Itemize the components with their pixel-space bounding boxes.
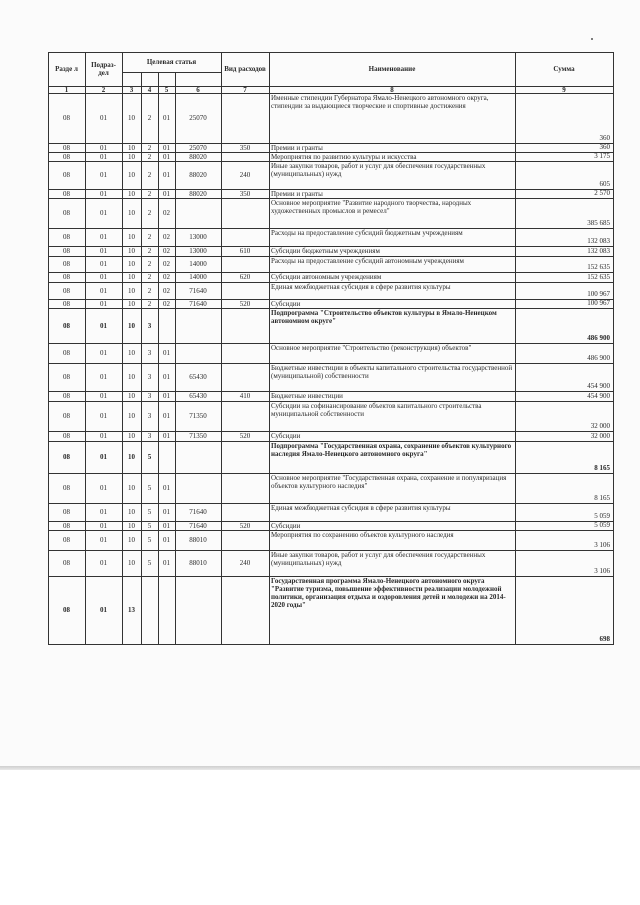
- cell-c2: 01: [100, 321, 107, 330]
- cell-c3: 10: [128, 373, 135, 381]
- cell-c3: 10: [128, 484, 135, 492]
- row-sum: 3 106: [594, 567, 610, 575]
- cell-c1: 08: [63, 143, 70, 152]
- cell-c2: 01: [100, 152, 107, 161]
- cell-c4: 5: [147, 559, 152, 567]
- cell-c7: 520: [239, 432, 251, 440]
- cell-c7: [221, 308, 269, 343]
- cell-c1: 08: [63, 606, 70, 614]
- cell-c3: 10: [128, 321, 135, 330]
- row-sum: 8 165: [594, 494, 610, 502]
- cell-c7: [221, 282, 269, 299]
- cell-c2: 01: [100, 114, 107, 122]
- cell-c5: 01: [163, 484, 170, 492]
- cell-c7: [221, 363, 269, 391]
- cell-c1: 08: [63, 233, 70, 241]
- cell-c1: 08: [63, 114, 70, 122]
- cell-c5: 01: [163, 143, 170, 152]
- cell-c6: [175, 343, 221, 363]
- cell-c4: 2: [147, 171, 152, 179]
- cell-c7: [221, 473, 269, 503]
- cell-c4: 5: [147, 521, 152, 530]
- row-sum: 605: [599, 180, 610, 188]
- row-name: Субсидии: [271, 300, 301, 308]
- column-number: 8: [390, 86, 394, 93]
- cell-c4: 2: [147, 152, 152, 161]
- cell-c6: 65430: [189, 373, 207, 381]
- column-number: 7: [243, 86, 247, 93]
- cell-c3: 10: [128, 143, 135, 152]
- cell-c6: 65430: [189, 392, 207, 400]
- cell-c5: 01: [163, 508, 170, 516]
- cell-c2: 01: [100, 559, 107, 567]
- cell-c1: 08: [63, 453, 70, 461]
- cell-c4: 3: [147, 373, 152, 381]
- column-number: 1: [64, 86, 69, 93]
- cell-c6: 71350: [189, 412, 207, 420]
- column-number: 2: [101, 86, 106, 93]
- cell-c1: 08: [63, 392, 70, 400]
- cell-c5: 01: [163, 171, 170, 179]
- row-sum: 360: [599, 143, 610, 151]
- cell-c5: 02: [163, 273, 170, 281]
- cell-c7: [221, 228, 269, 246]
- row-sum: 8 165: [594, 464, 610, 472]
- cell-c2: 01: [100, 606, 107, 614]
- row-sum: 132 083: [587, 237, 610, 245]
- cell-c3: 10: [128, 559, 135, 567]
- cell-c3: 13: [128, 606, 135, 614]
- row-name: Мероприятия по развитию культуры и искусства: [271, 153, 417, 161]
- row-sum: 698: [599, 635, 610, 643]
- cell-c4: 3: [147, 412, 152, 420]
- row-divider: [48, 644, 613, 645]
- header-expense-type: Вид расходов: [224, 65, 266, 73]
- cell-c5: [158, 308, 175, 343]
- cell-c5: 02: [163, 209, 170, 217]
- cell-c3: 10: [128, 286, 135, 295]
- cell-c5: 01: [163, 432, 170, 440]
- cell-c6: [175, 198, 221, 228]
- row-name: Премии и гранты: [271, 144, 323, 152]
- cell-c7: [221, 401, 269, 431]
- row-sum: 454 900: [587, 382, 610, 390]
- cell-c1: 08: [63, 412, 70, 420]
- cell-c7: 350: [239, 143, 251, 152]
- row-name: Субсидии: [271, 432, 301, 440]
- cell-c5: 02: [163, 233, 170, 241]
- row-name: Субсидии бюджетным учреждениям: [271, 247, 380, 255]
- cell-c4: [141, 576, 158, 644]
- cell-c6: 88010: [189, 536, 207, 544]
- cell-c1: 08: [63, 536, 70, 544]
- scan-speck: [591, 38, 593, 40]
- cell-c6: 13000: [189, 233, 207, 241]
- cell-c1: 08: [63, 349, 70, 357]
- cell-c2: 01: [100, 273, 107, 281]
- cell-c7: [221, 152, 269, 161]
- cell-c7: [221, 441, 269, 473]
- cell-c2: 01: [100, 189, 107, 198]
- cell-c5: 02: [163, 299, 170, 308]
- cell-c4: 2: [147, 114, 152, 122]
- cell-c4: 5: [147, 536, 152, 544]
- cell-c2: 01: [100, 143, 107, 152]
- row-name: Подпрограмма "Государственная охрана, сохранение объектов культурного наследия Ямало-Ненецкого автономного округа": [271, 442, 512, 458]
- cell-c5: 01: [163, 152, 170, 161]
- cell-c7: 410: [239, 392, 251, 400]
- cell-c6: 88020: [189, 189, 207, 198]
- cell-c2: 01: [100, 521, 107, 530]
- row-sum: 454 900: [587, 392, 610, 400]
- column-number: 6: [196, 86, 200, 93]
- cell-c7: 350: [239, 189, 251, 198]
- cell-c4: 3: [147, 432, 152, 440]
- cell-c3: 10: [128, 152, 135, 161]
- cell-c2: 01: [100, 209, 107, 217]
- row-sum: 132 083: [587, 247, 610, 255]
- cell-c4: 3: [147, 349, 152, 357]
- cell-c1: 08: [63, 286, 70, 295]
- row-sum: 152 635: [587, 263, 610, 271]
- cell-c6: 14000: [189, 273, 207, 281]
- row-sum: 32 000: [590, 422, 610, 430]
- column-number: 3: [129, 86, 134, 93]
- cell-c5: 01: [163, 392, 170, 400]
- header-sum: Сумма: [553, 65, 575, 73]
- cell-c2: 01: [100, 286, 107, 295]
- row-name: Расходы на предоставление субсидий бюджетным учреждениям: [271, 229, 463, 237]
- row-sum: 5 059: [594, 512, 610, 520]
- cell-c6: 71640: [189, 521, 207, 530]
- row-name: Государственная программа Ямало-Ненецкого автономного округа "Развитие туризма, повышение эффективности реализации молодежной политики, организация отдыха и оздоровления детей и молодежи на 2014-2020 годы": [271, 577, 506, 609]
- row-name: Основное мероприятие "Развитие народного творчества, народных художественных промыслов и ремесел": [271, 199, 472, 215]
- cell-c2: 01: [100, 484, 107, 492]
- row-sum: 5 059: [594, 521, 610, 529]
- cell-c1: 08: [63, 321, 70, 330]
- cell-c4: 5: [147, 453, 152, 461]
- cell-c7: 240: [239, 171, 251, 179]
- cell-c6: 13000: [189, 247, 207, 255]
- cell-c4: 2: [147, 260, 152, 268]
- row-name: Премии и гранты: [271, 190, 323, 198]
- column-line: [613, 52, 614, 645]
- header-name: Наименование: [368, 65, 416, 73]
- cell-c4: 3: [147, 321, 152, 330]
- row-name: Субсидии автономным учреждениям: [271, 273, 382, 281]
- cell-c6: 71350: [189, 432, 207, 440]
- cell-c5: 02: [163, 247, 170, 255]
- cell-c4: 2: [147, 286, 152, 295]
- row-name: Мероприятия по сохранению объектов культурного наследия: [271, 531, 454, 539]
- cell-c6: 14000: [189, 260, 207, 268]
- cell-c5: 01: [163, 521, 170, 530]
- cell-c3: 10: [128, 521, 135, 530]
- row-name: Основное мероприятие "Государственная охрана, сохранение и популяризация объектов культурного наследия": [271, 474, 507, 490]
- cell-c1: 08: [63, 247, 70, 255]
- cell-c4: 2: [147, 273, 152, 281]
- cell-c3: 10: [128, 247, 135, 255]
- cell-c5: 02: [163, 286, 170, 295]
- cell-c4: 2: [147, 189, 152, 198]
- cell-c3: 10: [128, 536, 135, 544]
- row-name: Основное мероприятие "Строительство (реконструкция) объектов": [271, 344, 472, 352]
- cell-c2: 01: [100, 412, 107, 420]
- cell-c1: 08: [63, 521, 70, 530]
- header-razdel: Разде л: [55, 65, 78, 73]
- cell-c1: 08: [63, 273, 70, 281]
- cell-c2: 01: [100, 233, 107, 241]
- cell-c6: [175, 308, 221, 343]
- cell-c5: 02: [163, 260, 170, 268]
- cell-c5: 01: [163, 559, 170, 567]
- cell-c6: [175, 441, 221, 473]
- cell-c5: 01: [163, 349, 170, 357]
- cell-c7: 520: [239, 299, 251, 308]
- cell-c2: 01: [100, 453, 107, 461]
- row-sum: 100 967: [587, 290, 610, 298]
- cell-c2: 01: [100, 508, 107, 516]
- row-name: Бюджетные инвестиции: [271, 392, 343, 400]
- cell-c6: 88010: [189, 559, 207, 567]
- cell-c3: 10: [128, 233, 135, 241]
- row-sum: 2 570: [594, 189, 610, 197]
- scan-edge: [0, 766, 640, 770]
- cell-c1: 08: [63, 171, 70, 179]
- row-sum: 32 000: [590, 432, 610, 440]
- cell-c7: [221, 576, 269, 644]
- cell-c2: 01: [100, 536, 107, 544]
- cell-c6: 88020: [189, 152, 207, 161]
- cell-c6: [175, 473, 221, 503]
- cell-c5: 01: [163, 536, 170, 544]
- cell-c1: 08: [63, 508, 70, 516]
- cell-c7: [221, 343, 269, 363]
- header-podrazdel: Подраз- дел: [91, 61, 116, 77]
- cell-c5: 01: [163, 114, 170, 122]
- row-name: Единая межбюджетная субсидия в сфере развития культуры: [271, 504, 451, 512]
- cell-c3: 10: [128, 392, 135, 400]
- cell-c3: 10: [128, 114, 135, 122]
- cell-c3: 10: [128, 412, 135, 420]
- target-article-divider: [122, 72, 221, 73]
- row-name: Иные закупки товаров, работ и услуг для обеспечения государственных (муниципальных) нужд: [271, 162, 486, 178]
- row-sum: 360: [599, 134, 610, 142]
- cell-c1: 08: [63, 559, 70, 567]
- cell-c2: 01: [100, 392, 107, 400]
- cell-c5: [158, 576, 175, 644]
- cell-c7: [221, 198, 269, 228]
- row-sum: 3 106: [594, 541, 610, 549]
- cell-c3: 10: [128, 508, 135, 516]
- cell-c3: 10: [128, 209, 135, 217]
- cell-c3: 10: [128, 171, 135, 179]
- cell-c3: 10: [128, 189, 135, 198]
- cell-c7: 520: [239, 521, 251, 530]
- header-target-article: Целевая статья: [146, 58, 197, 66]
- cell-c7: [221, 503, 269, 521]
- cell-c3: 10: [128, 349, 135, 357]
- column-number: 4: [147, 86, 152, 93]
- row-name: Субсидии: [271, 522, 301, 530]
- cell-c1: 08: [63, 152, 70, 161]
- cell-c4: 2: [147, 299, 152, 308]
- cell-c2: 01: [100, 432, 107, 440]
- cell-c6: 25070: [189, 143, 207, 152]
- row-name: Расходы на предоставление субсидий автономным учреждениям: [271, 257, 464, 265]
- cell-c4: 2: [147, 247, 152, 255]
- row-name: Подпрограмма "Строительство объектов культуры в Ямало-Ненецком автономном округе": [271, 309, 497, 325]
- cell-c4: 5: [147, 508, 152, 516]
- cell-c1: 08: [63, 373, 70, 381]
- cell-c7: 620: [239, 273, 251, 281]
- cell-c4: 2: [147, 233, 152, 241]
- row-sum: 486 900: [587, 354, 610, 362]
- cell-c4: 3: [147, 392, 152, 400]
- cell-c3: 10: [128, 260, 135, 268]
- cell-c7: 240: [239, 559, 251, 567]
- row-sum: 486 900: [587, 334, 610, 342]
- cell-c6: 25070: [189, 114, 207, 122]
- row-name: Субсидии на софинансирование объектов капитального строительства муниципальной собственности: [271, 402, 482, 418]
- row-name: Именные стипендии Губернатора Ямало-Ненецкого автономного округа, стипендии за выдающиеся творческие и спортивные достижения: [271, 94, 489, 110]
- cell-c6: 71640: [189, 508, 207, 516]
- row-sum: 3 175: [594, 152, 610, 160]
- cell-c5: 01: [163, 189, 170, 198]
- cell-c3: 10: [128, 273, 135, 281]
- cell-c3: 10: [128, 299, 135, 308]
- cell-c2: 01: [100, 373, 107, 381]
- row-sum: 152 635: [587, 273, 610, 281]
- column-number: 9: [562, 86, 566, 93]
- cell-c2: 01: [100, 349, 107, 357]
- cell-c7: [221, 256, 269, 272]
- cell-c6: 71640: [189, 299, 207, 308]
- cell-c2: 01: [100, 247, 107, 255]
- row-name: Бюджетные инвестиции в объекты капитального строительства государственной (муниципальной) собственности: [271, 364, 513, 380]
- cell-c3: 10: [128, 453, 135, 461]
- cell-c1: 08: [63, 189, 70, 198]
- cell-c4: 2: [147, 143, 152, 152]
- cell-c7: 610: [239, 247, 251, 255]
- cell-c2: 01: [100, 299, 107, 308]
- cell-c2: 01: [100, 171, 107, 179]
- cell-c6: 88020: [189, 171, 207, 179]
- cell-c5: 01: [163, 373, 170, 381]
- cell-c2: 01: [100, 260, 107, 268]
- row-name: Иные закупки товаров, работ и услуг для обеспечения государственных (муниципальных) нужд: [271, 551, 486, 567]
- cell-c1: 08: [63, 432, 70, 440]
- cell-c1: 08: [63, 484, 70, 492]
- cell-c1: 08: [63, 299, 70, 308]
- cell-c7: [221, 530, 269, 550]
- cell-c7: [221, 93, 269, 143]
- row-sum: 100 967: [587, 299, 610, 307]
- cell-c3: 10: [128, 432, 135, 440]
- cell-c6: [175, 576, 221, 644]
- cell-c5: 01: [163, 412, 170, 420]
- cell-c4: 5: [147, 484, 152, 492]
- cell-c1: 08: [63, 209, 70, 217]
- cell-c1: 08: [63, 260, 70, 268]
- cell-c5: [158, 441, 175, 473]
- row-sum: 385 685: [587, 219, 610, 227]
- column-number: 5: [164, 86, 169, 93]
- cell-c4: 2: [147, 209, 152, 217]
- row-name: Единая межбюджетная субсидия в сфере развития культуры: [271, 283, 451, 291]
- cell-c6: 71640: [189, 286, 207, 295]
